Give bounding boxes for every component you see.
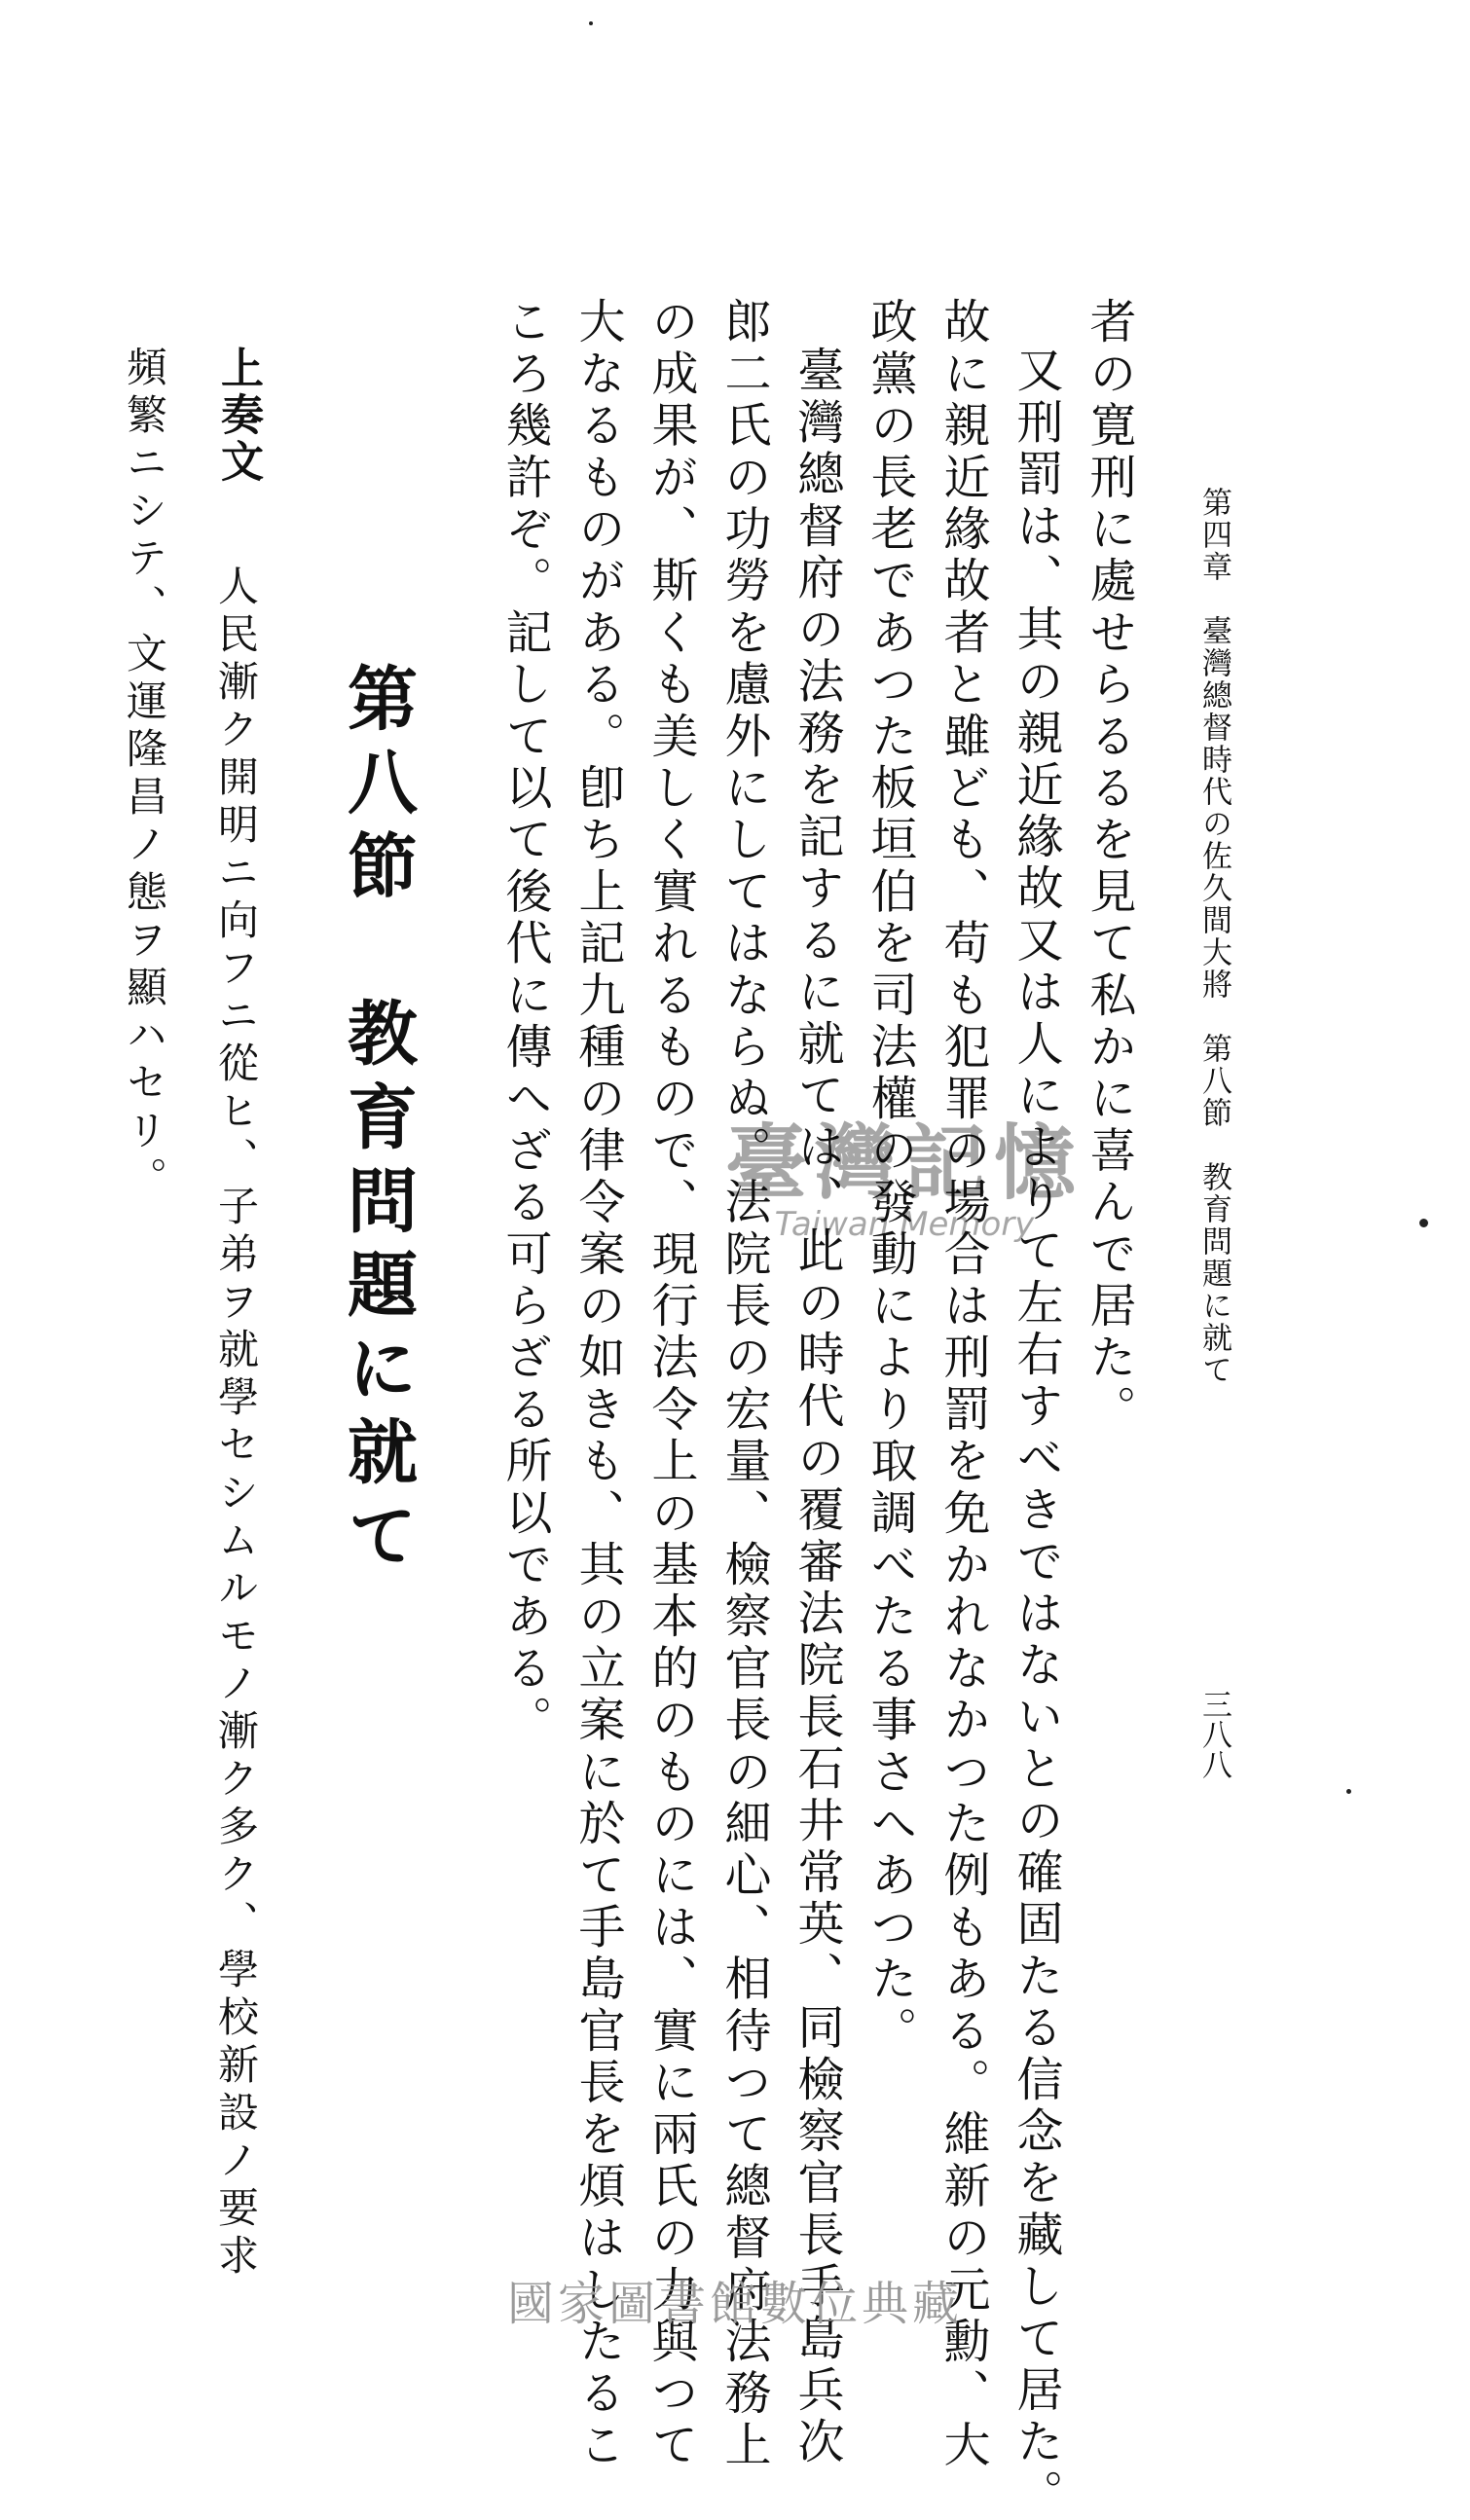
scan-speck — [1346, 1789, 1351, 1794]
footer-library-name: 國家圖書館數位典藏 — [506, 2277, 963, 2331]
body-line-6: 郎二氏の功勞を慮外にしてはならぬ。法院長の宏量、檢察官長の細心、相待つて總督府法務上 — [717, 297, 771, 2472]
body-line-2: 又刑罰は、其の親近緣故又は人によりて左右すべきではないとの確固たる信念を藏して居た。 — [1009, 346, 1063, 2520]
section-heading: 第八節 教育問題に就て — [336, 662, 419, 1583]
rescript-line-2: 頻繁ニシテ、文運隆昌ノ態ヲ顯ハセリ。 — [121, 346, 168, 1204]
body-line-5: 臺灣總督府の法務を記するに就ては、此の時代の覆審法院長石井常英、同檢察官長手島兵次 — [790, 346, 844, 2469]
watermark-chinese: 臺灣記憶 — [725, 1114, 1084, 1211]
body-line-9: ころ幾許ぞ。記して以て後代に傳へざる可らざる所以である。 — [497, 297, 552, 1747]
body-line-8: 大なるものがある。卽ち上記九種の律令案の如きも、其の立案に於て手島官長を煩はしたるこ — [570, 297, 625, 2472]
page-number: 三八八 — [1196, 1689, 1231, 1779]
rescript-line-1: 人民漸ク開明ニ向フニ從ヒ、子弟ヲ就學セシムルモノ漸ク多ク、學校新設ノ要求 — [212, 565, 260, 2282]
scan-speck — [1419, 1219, 1428, 1227]
body-line-3: 故に親近緣故者と雖ども、苟も犯罪の場合は刑罰を免かれなかつた例もある。維新の元勳、大 — [936, 297, 990, 2472]
body-line-7: の成果が、斯くも美しく實れるもので、現行法令上の基本的のものには、實に兩氏の力與つて — [643, 297, 698, 2472]
watermark-english: Taiwan Memory — [774, 1205, 1035, 1244]
rescript-label: 上奏文 — [213, 346, 263, 486]
watermark-logo — [725, 1114, 1084, 1244]
scan-speck — [589, 21, 593, 25]
running-head: 第四章 臺灣總督時代の佐久間大將 第八節 教育問題に就て — [1196, 487, 1231, 1386]
body-line-1: 者の寛刑に處せらるるを見て私かに喜んで居た。 — [1082, 297, 1136, 1437]
body-line-4: 政黨の長老であつた板垣伯を司法權の發動により取調べたる事さへあつた。 — [863, 297, 917, 2058]
